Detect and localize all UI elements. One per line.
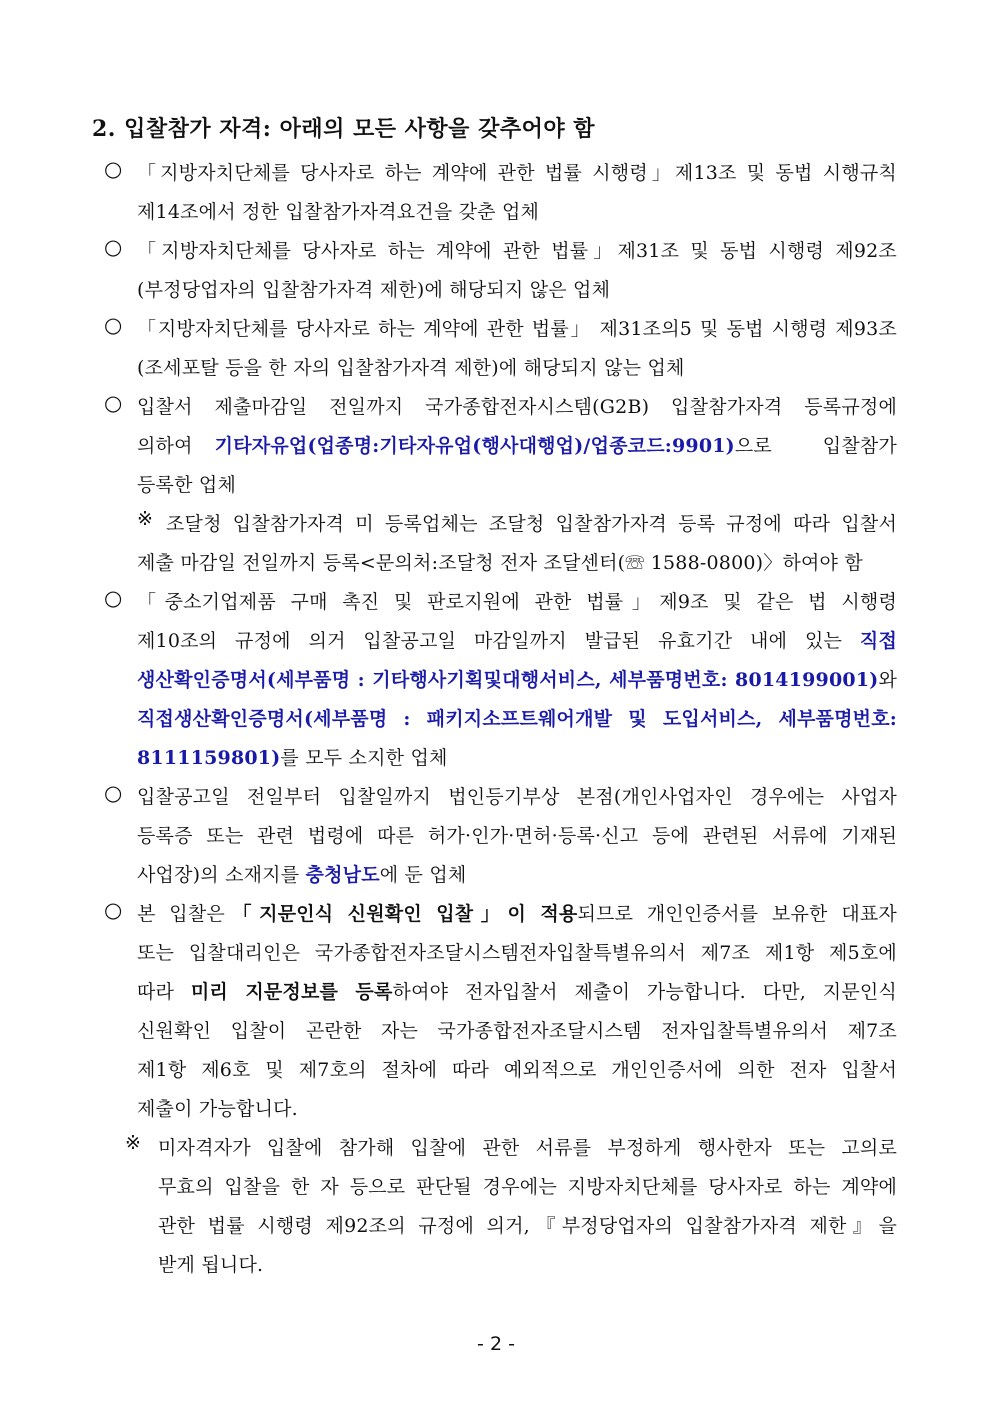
page-number: - 2 - xyxy=(477,1333,515,1355)
final-note-line2: 무효의 입찰을 한 자 등으로 판단될 경우에는 지방자치단체를 당사자로 하는 계약에 xyxy=(158,1176,897,1198)
item3-line1: 「지방자치단체를 당사자로 하는 계약에 관한 법률」 제31조의5 및 동법 시행령 제93조 xyxy=(137,318,897,340)
note-mark: ※ xyxy=(125,1132,141,1154)
item1-line1: 「지방자치단체를 당사자로 하는 계약에 관한 법률 시행령」제13조 및 동법 시행규칙 xyxy=(137,162,897,184)
item7-line3-prefix: 따라 xyxy=(137,981,175,1003)
item6-line2: 등록증 또는 관련 법령에 따른 허가·인가·면허·등록·신고 등에 관련된 서류에 기재된 xyxy=(137,825,897,847)
section-heading: 2. 입찰참가 자격: 아래의 모든 사항을 갖추어야 함 xyxy=(92,116,595,142)
item7-line3 xyxy=(137,977,897,1004)
item4-line3: 등록한 업체 xyxy=(137,474,237,496)
final-note-line3: 관한 법률 시행령 제92조의 규정에 의거,『부정당업자의 입찰참가자격 제한』을 xyxy=(158,1215,897,1237)
item7-line4: 신원확인 입찰이 곤란한 자는 국가종합전자조달시스템 전자입찰특별유의서 제7조 xyxy=(137,1020,897,1042)
final-note-line1: 미자격자가 입찰에 참가해 입찰에 관한 서류를 부정하게 행사한자 또는 고의로 xyxy=(158,1137,897,1159)
item6-line3-prefix: 사업장)의 소재지를 xyxy=(137,864,300,886)
item6-line3-suffix: 에 둔 업체 xyxy=(379,864,467,886)
item4-line2-suffix: 으로 입찰참가 xyxy=(734,435,897,457)
item7-line2: 또는 입찰대리인은 국가종합전자조달시스템전자입찰특별유의서 제7조 제1항 제5호에 xyxy=(137,942,897,964)
item5-certificate-2: 직접생산확인증명서(세부품명 : 패키지소프트웨어개발 및 도입서비스, 세부품명번호: xyxy=(137,708,897,730)
item5-certificate-2-number: 8111159801) xyxy=(137,747,281,769)
item7-line6: 제출이 가능합니다. xyxy=(137,1098,298,1120)
item1-line2: 제14조에서 정한 입찰참가자격요건을 갖춘 업체 xyxy=(137,201,540,223)
item7-line5: 제1항 제6호 및 제7호의 절차에 따라 예외적으로 개인인증서에 의한 전자 입찰서 xyxy=(137,1059,897,1081)
item7-line3-suffix: 하여야 전자입찰서 제출이 가능합니다. 다만, 지문인식 xyxy=(392,981,897,1003)
item5-line2-highlight: 직접 xyxy=(859,630,897,652)
item4-business-type: 기타자유업(업종명:기타자유업(행사대행업)/업종코드:9901) xyxy=(214,435,735,457)
bullet-circle: ○ xyxy=(104,898,123,922)
bullet-circle: ○ xyxy=(104,586,123,610)
note-mark: ※ xyxy=(137,508,153,530)
item3-line2: (조세포탈 등을 한 자의 입찰참가자격 제한)에 해당되지 않는 업체 xyxy=(137,357,685,379)
item5-certificate-1: 생산확인증명서(세부품명 : 기타행사기획및대행서비스, 세부품명번호: 8014199001) xyxy=(137,669,879,691)
bullet-circle: ○ xyxy=(104,235,123,259)
item5-line3 xyxy=(137,665,897,692)
item7-line1-prefix: 본 입찰은 xyxy=(137,903,225,925)
item6-region: 충청남도 xyxy=(305,864,380,886)
item5-line3-suffix: 와 xyxy=(878,669,897,691)
item5-line1: 「중소기업제품 구매 촉진 및 판로지원에 관한 법률」제9조 및 같은 법 시행령 xyxy=(137,591,897,613)
final-note-line4: 받게 됩니다. xyxy=(158,1254,264,1276)
item7-fingerprint-register: 미리 지문정보를 등록 xyxy=(190,981,393,1003)
item4-note-line2: 제출 마감일 전일까지 등록<문의처:조달청 전자 조달센터(☏ 1588-0800)〉하여야 함 xyxy=(137,552,863,574)
item5-line2 xyxy=(137,626,897,653)
item5-line5-suffix: 를 모두 소지한 업체 xyxy=(280,747,448,769)
item7-line1 xyxy=(137,899,897,926)
item7-line1-suffix: 되므로 개인인증서를 보유한 대표자 xyxy=(577,903,897,925)
bullet-circle: ○ xyxy=(104,157,123,181)
item6-line3 xyxy=(137,860,466,887)
item4-line2-prefix: 의하여 xyxy=(137,435,193,457)
bullet-circle: ○ xyxy=(104,391,123,415)
item5-line2-text: 제10조의 규정에 의거 입찰공고일 마감일까지 발급된 유효기간 내에 있는 xyxy=(137,630,843,652)
item4-line1: 입찰서 제출마감일 전일까지 국가종합전자시스템(G2B) 입찰참가자격 등록규정에 xyxy=(137,396,897,418)
bullet-circle: ○ xyxy=(104,313,123,337)
bullet-circle: ○ xyxy=(104,781,123,805)
item2-line2: (부정당업자의 입찰참가자격 제한)에 해당되지 않은 업체 xyxy=(137,279,611,301)
item6-line1: 입찰공고일 전일부터 입찰일까지 법인등기부상 본점(개인사업자인 경우에는 사업자 xyxy=(137,786,897,808)
item2-line1: 「지방자치단체를 당사자로 하는 계약에 관한 법률」제31조 및 동법 시행령 제92조 xyxy=(137,240,897,262)
item4-note-line1: 조달청 입찰참가자격 미 등록업체는 조달청 입찰참가자격 등록 규정에 따라 입찰서 xyxy=(166,513,897,535)
item4-line2 xyxy=(137,431,897,458)
item5-line5 xyxy=(137,743,448,770)
item7-fingerprint-bid: 「지문인식 신원확인 입찰」이 적용 xyxy=(224,903,578,925)
